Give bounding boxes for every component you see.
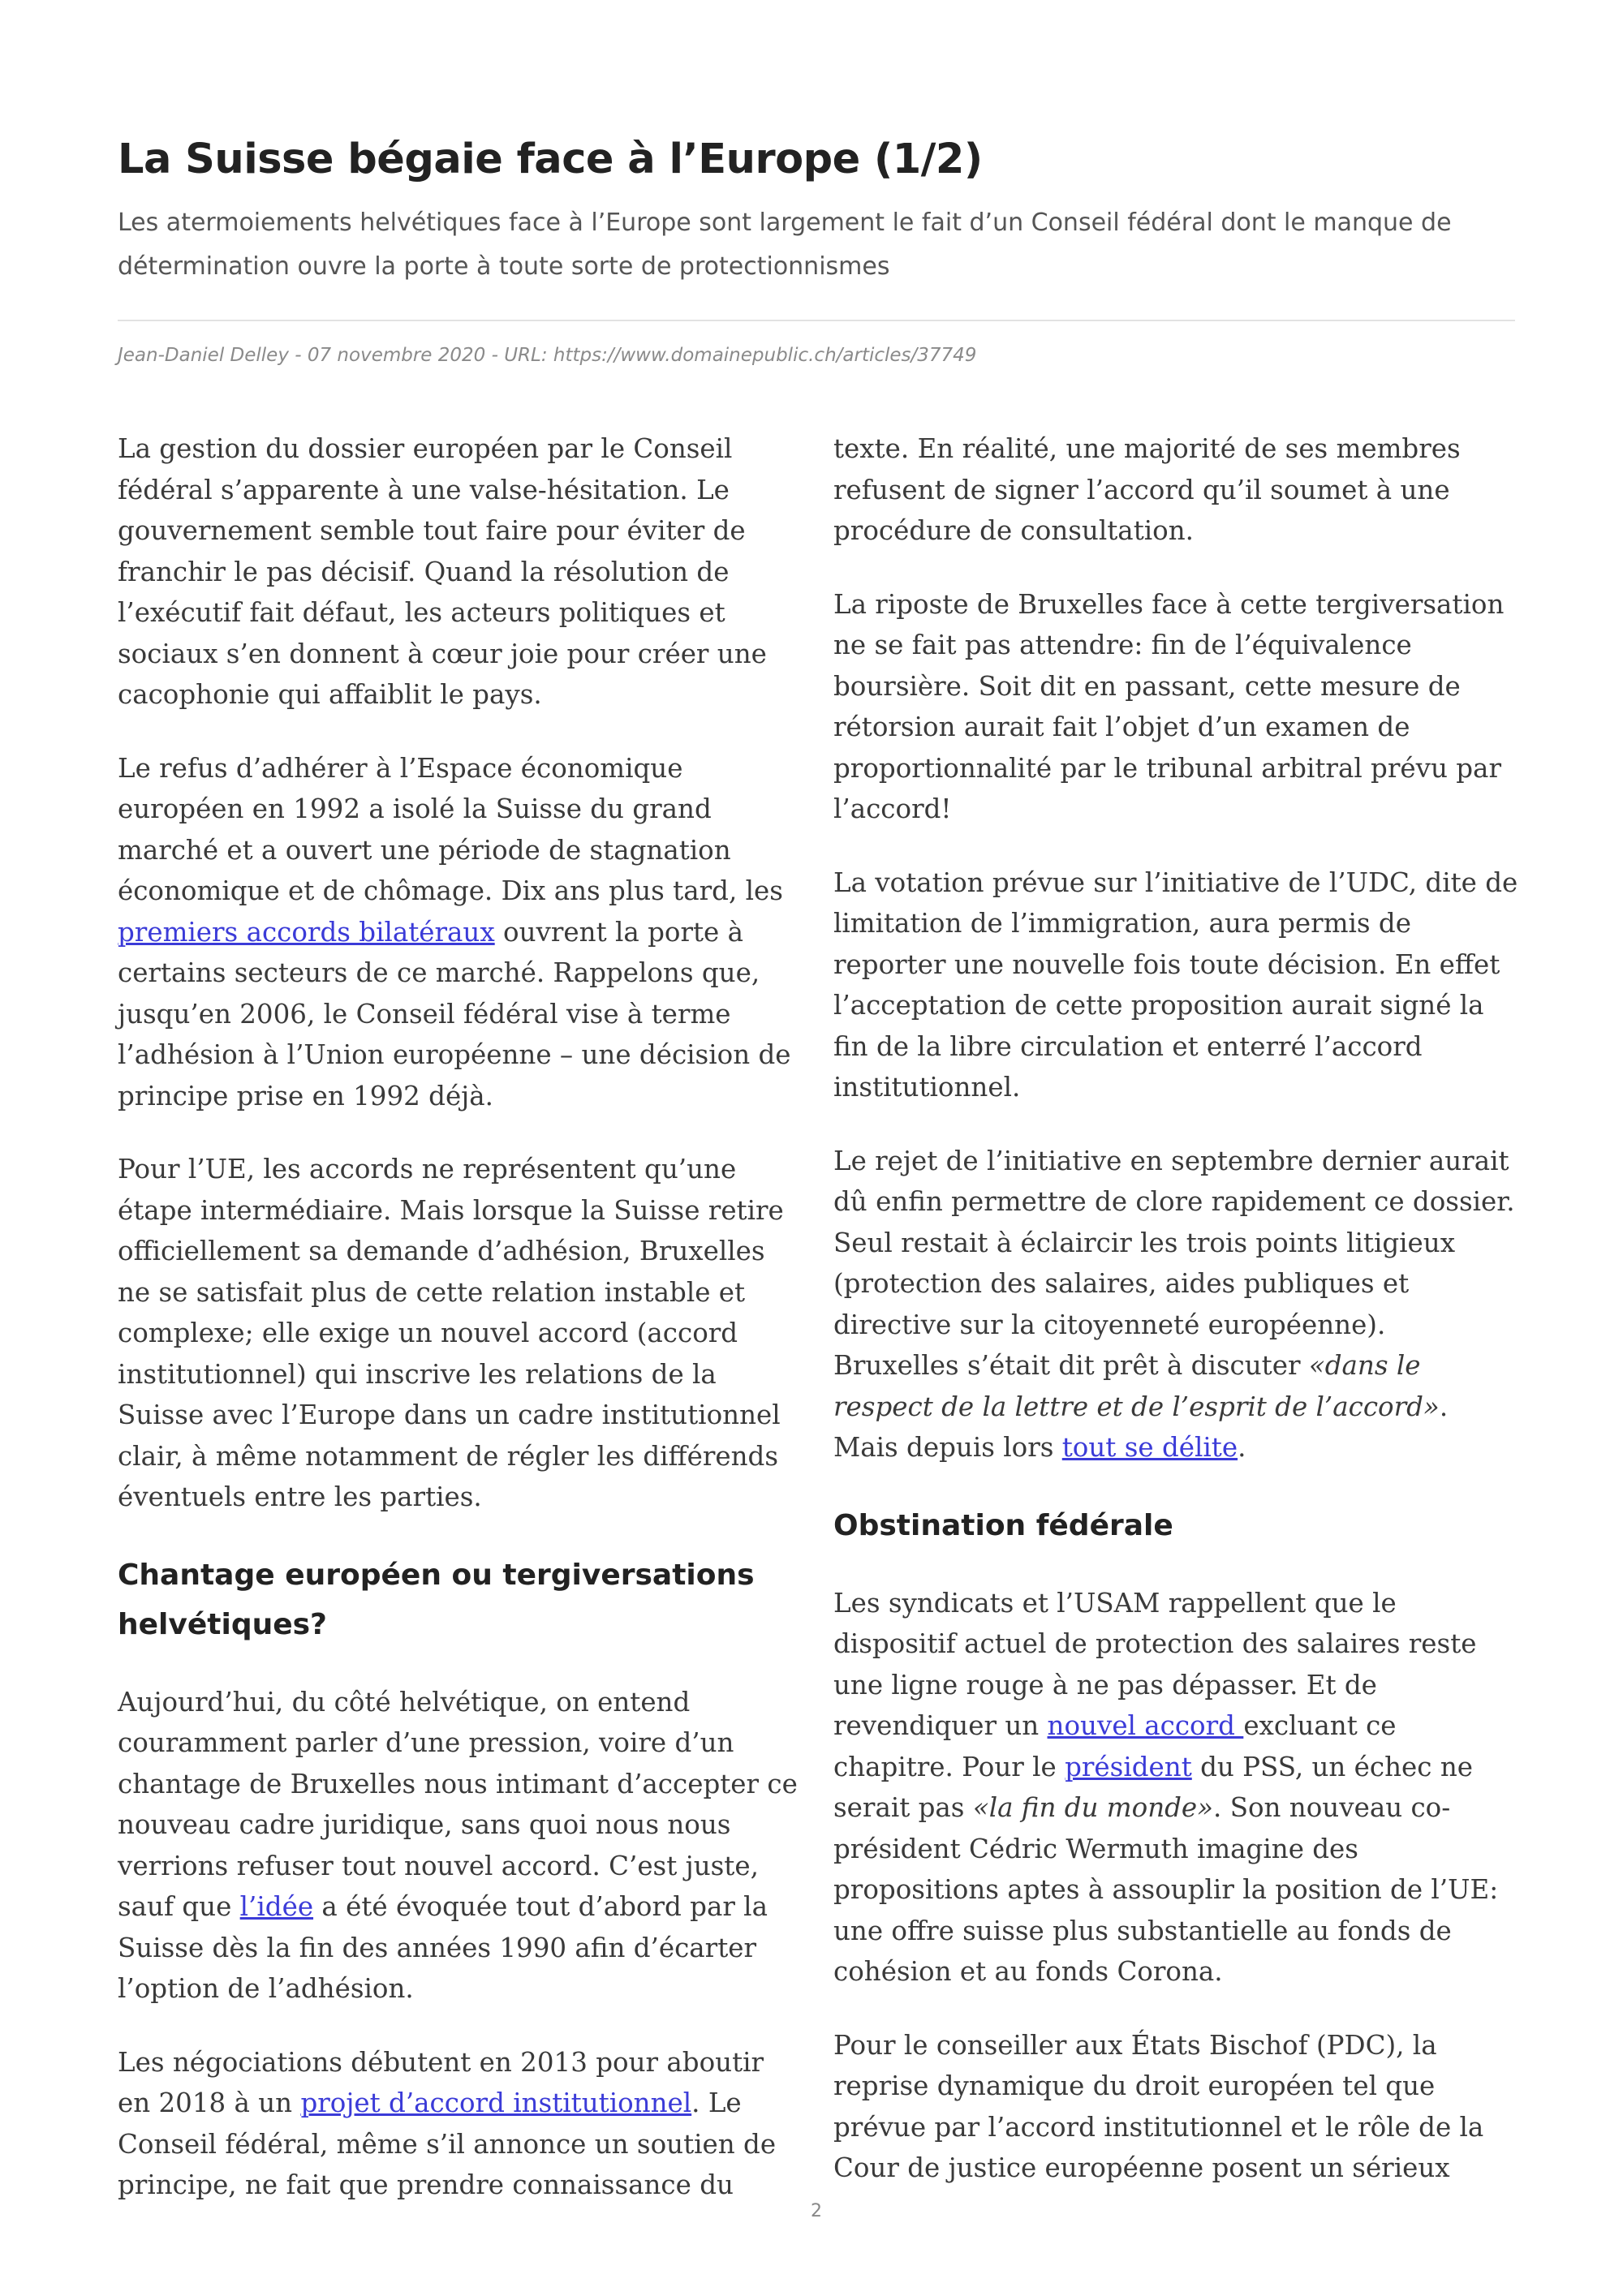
paragraph	[833, 1583, 1519, 1993]
paragraph: texte. En réalité, une majorité de ses membres refusent de signer l’accord qu’il soumet à une procédure de consultation.	[833, 433, 1461, 546]
paragraph-text: Le rejet de l’initiative en septembre dernier aurait dû enfin permettre de clore rapidement ce dossier. Seul restait à éclaircir les trois points litigieux (protection des salaires, aides publiques et directive sur la citoyenneté européenne). Bruxelles s’était dit prêt à discuter	[833, 1145, 1515, 1381]
paragraph	[118, 748, 803, 1117]
paragraph-text: ouvrent la porte à certains secteurs de ce marché. Rappelons que, jusqu’en 2006, le Conseil fédéral vise à terme l’adhésion à l’Union européenne – une décision de principe prise en 1992 déjà.	[118, 916, 791, 1111]
paragraph	[833, 1141, 1519, 1468]
page-number: 2	[811, 2201, 822, 2221]
paragraph-text: a été évoquée tout d’abord par la Suisse dès la fin des années 1990 afin d’écarter l’option de l’adhésion.	[118, 1891, 768, 2004]
article-meta: Jean-Daniel Delley - 07 novembre 2020 - URL: https://www.domainepublic.ch/articles/37749	[118, 345, 977, 366]
paragraph: Pour le conseiller aux États Bischof (PDC), la reprise dynamique du droit européen tel que prévue par l’accord institutionnel et le rôle de la Cour de justice européenne posent un sérieux	[833, 2029, 1484, 2183]
paragraph-text: . Son nouveau co-président Cédric Wermuth imagine des propositions aptes à assouplir la position de l’UE: une offre suisse plus substantielle au fonds de cohésion et au fonds Corona.	[833, 1792, 1499, 1987]
section-heading: Obstination fédérale	[833, 1508, 1173, 1542]
header-divider	[118, 320, 1515, 321]
paragraph: La gestion du dossier européen par le Conseil fédéral s’apparente à une valse-hésitation. Le gouvernement semble tout faire pour éviter de franchir le pas décisif. Quand la résolution de l’exécutif fait défaut, les acteurs politiques et sociaux s’en donnent à cœur joie pour créer une cacophonie qui affaiblit le pays.	[118, 433, 767, 710]
paragraph-text: . Le Conseil fédéral, même s’il annonce un soutien de principe, ne fait que prendre connaissance du	[118, 2087, 777, 2200]
paragraph-text: Les négociations débutent en 2013 pour aboutir en 2018 à un	[118, 2046, 764, 2118]
link-president[interactable]: président	[1065, 1751, 1192, 1782]
paragraph: La votation prévue sur l’initiative de l’UDC, dite de limitation de l’immigration, aura permis de reporter une nouvelle fois toute décision. En effet l’acceptation de cette proposition aurait signé la fin de la libre circulation et enterré l’accord institutionnel.	[833, 866, 1518, 1103]
paragraph: La riposte de Bruxelles face à cette tergiversation ne se fait pas attendre: fin de l’équivalence boursière. Soit dit en passant, cette mesure de rétorsion aurait fait l’objet d’un examen de proportionnalité par le tribunal arbitral prévu par l’accord!	[833, 588, 1505, 824]
paragraph-text: Aujourd’hui, du côté helvétique, on entend couramment parler d’une pression, voire d’un chantage de Bruxelles nous intimant d’accepter ce nouveau cadre juridique, sans quoi nous nous verrions refuser tout nouvel accord. C’est juste, sauf que	[118, 1686, 798, 1922]
quote: «la fin du monde»	[972, 1792, 1214, 1823]
quote: «dans le respect de la lettre et de l’esprit de l’accord»	[833, 1350, 1440, 1422]
left-column	[118, 428, 803, 2238]
link-idee[interactable]: l’idée	[239, 1891, 314, 1922]
paragraph-text: du PSS, un échec ne serait pas	[833, 1751, 1473, 1823]
link-projet-accord-institutionnel[interactable]: projet d’accord institutionnel	[300, 2087, 692, 2118]
link-nouvel-accord[interactable]: nouvel accord	[1047, 1710, 1244, 1741]
paragraph-text: Les syndicats et l’USAM rappellent que le dispositif actuel de protection des salaires reste une ligne rouge à ne pas dépasser. Et de revendiquer un	[833, 1587, 1477, 1741]
document-page	[118, 0, 1518, 2296]
paragraph: Pour l’UE, les accords ne représentent qu’une étape intermédiaire. Mais lorsque la Suisse retire officiellement sa demande d’adhésion, Bruxelles ne se satisfait plus de cette relation instable et complexe; elle exige un nouvel accord (accord institutionnel) qui inscrive les relations de la Suisse avec l’Europe dans un cadre institutionnel clair, à même notamment de régler les différends éventuels entre les parties.	[118, 1154, 784, 1512]
paragraph-text: .	[1238, 1432, 1246, 1463]
paragraph-text: Le refus d’adhérer à l’Espace économique européen en 1992 a isolé la Suisse du grand marché et a ouvert une période de stagnation économique et de chômage. Dix ans plus tard, les	[118, 752, 783, 906]
paragraph	[118, 2042, 803, 2206]
right-column	[833, 428, 1519, 2221]
paragraph-text: excluant ce chapitre. Pour le	[833, 1710, 1397, 1782]
link-tout-se-delite[interactable]: tout se délite	[1061, 1432, 1238, 1463]
article-lead: Les atermoiements helvétiques face à l’Europe sont largement le fait d’un Conseil fédéral dont le manque de détermination ouvre la porte à toute sorte de protectionnismes	[118, 209, 1452, 281]
article-title: La Suisse bégaie face à l’Europe (1/2)	[118, 135, 983, 183]
link-premiers-accords-bilateraux[interactable]: premiers accords bilatéraux	[118, 916, 495, 948]
paragraph	[118, 1682, 803, 2010]
paragraph-text: . Mais depuis lors	[833, 1391, 1449, 1463]
section-heading: Chantage européen ou tergiversations helvétiques?	[118, 1558, 755, 1641]
